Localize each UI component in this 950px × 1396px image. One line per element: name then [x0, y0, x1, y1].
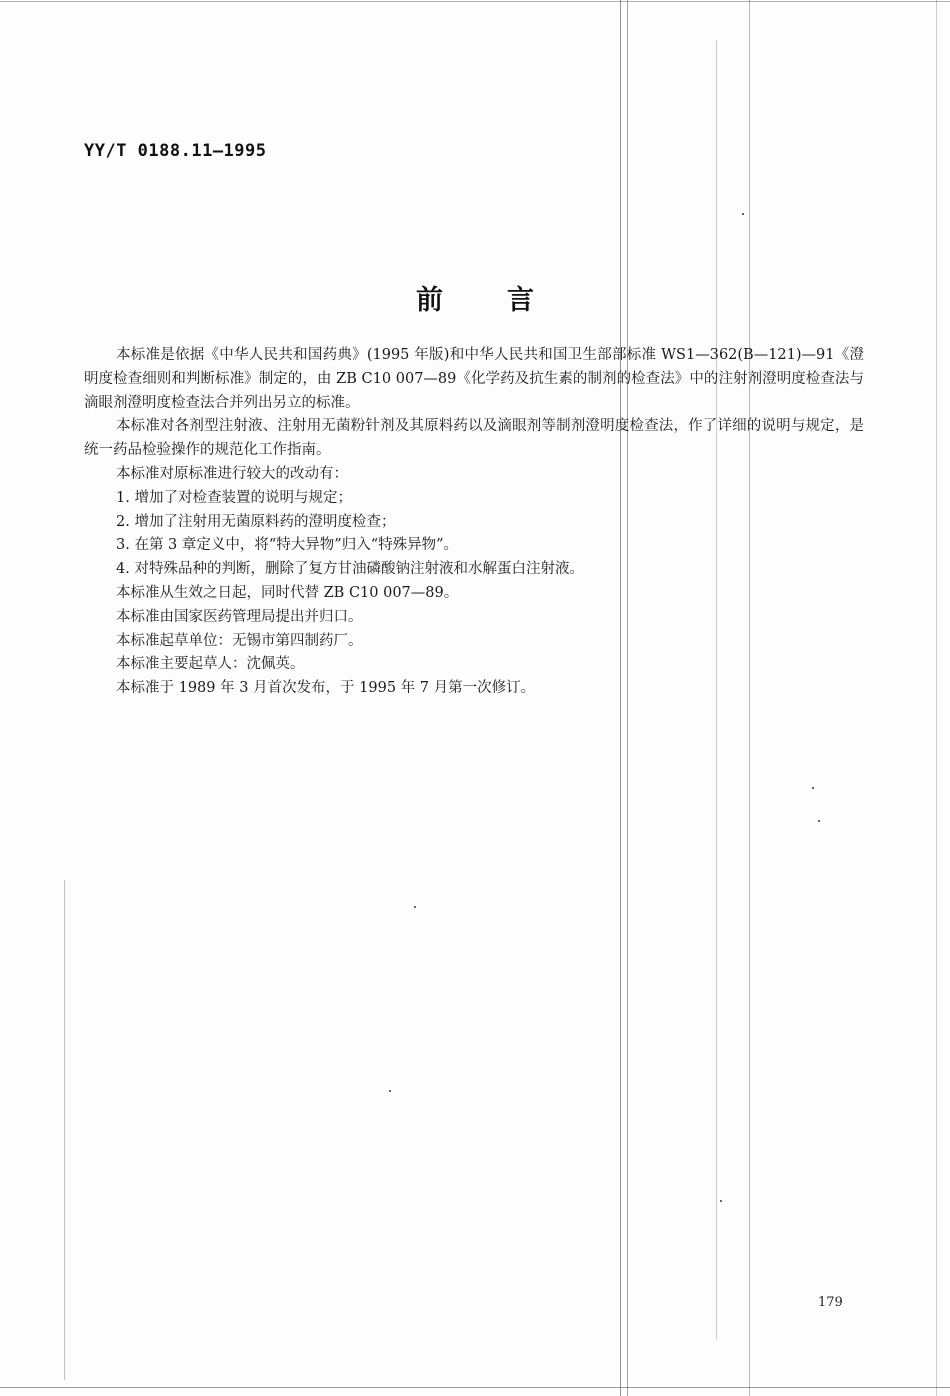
paragraph: 本标准是依据《中华人民共和国药典》(1995 年版)和中华人民共和国卫生部部标准 WS1—362(B—121)—91《澄明度检查细则和判断标准》制定的，由 ZB C10 007—89《化学药及抗生素的制剂的检查法》中的注射剂澄明度检查法与滴眼剂澄明度检查法合并列出另立的标准。 [84, 347, 864, 411]
scan-speck [812, 787, 814, 789]
changes-intro: 本标准对原标准进行较大的改动有： [116, 465, 348, 482]
statement: 本标准主要起草人：沈佩英。 [116, 656, 305, 673]
scan-artifact-line [0, 1, 950, 2]
change-item: 2. 增加了注射用无菌原料药的澄明度检查； [116, 513, 396, 530]
statement: 本标准起草单位：无锡市第四制药厂。 [116, 632, 363, 649]
scan-speck [414, 906, 416, 908]
scan-speck [720, 1200, 722, 1202]
scan-artifact-line [64, 880, 65, 1380]
change-item: 3. 在第 3 章定义中，将“特大异物”归入“特殊异物”。 [116, 537, 459, 554]
page-number: 179 [818, 1295, 843, 1310]
change-item: 4. 对特殊品种的判断，删除了复方甘油磷酸钠注射液和水解蛋白注射液。 [116, 561, 584, 578]
statement: 本标准于 1989 年 3 月首次发布，于 1995 年 7 月第一次修订。 [116, 680, 536, 697]
scan-speck [742, 213, 744, 215]
scan-artifact-line [0, 1387, 950, 1388]
page-title: 前言 [416, 285, 598, 316]
paragraph: 本标准对各剂型注射液、注射用无菌粉针剂及其原料药以及滴眼剂等制剂澄明度检查法，作了详细的说明与规定，是统一药品检验操作的规范化工作指南。 [84, 418, 864, 459]
scan-artifact-line [936, 0, 937, 1396]
statement: 本标准从生效之日起，同时代替 ZB C10 007—89。 [116, 584, 459, 601]
statement: 本标准由国家医药管理局提出并归口。 [116, 608, 363, 625]
change-item: 1. 增加了对检查装置的说明与规定； [116, 489, 352, 506]
body-text [84, 344, 864, 701]
standard-number: YY/T 0188.11—1995 [84, 141, 267, 161]
scan-speck [818, 820, 820, 822]
scan-speck [389, 1090, 391, 1092]
